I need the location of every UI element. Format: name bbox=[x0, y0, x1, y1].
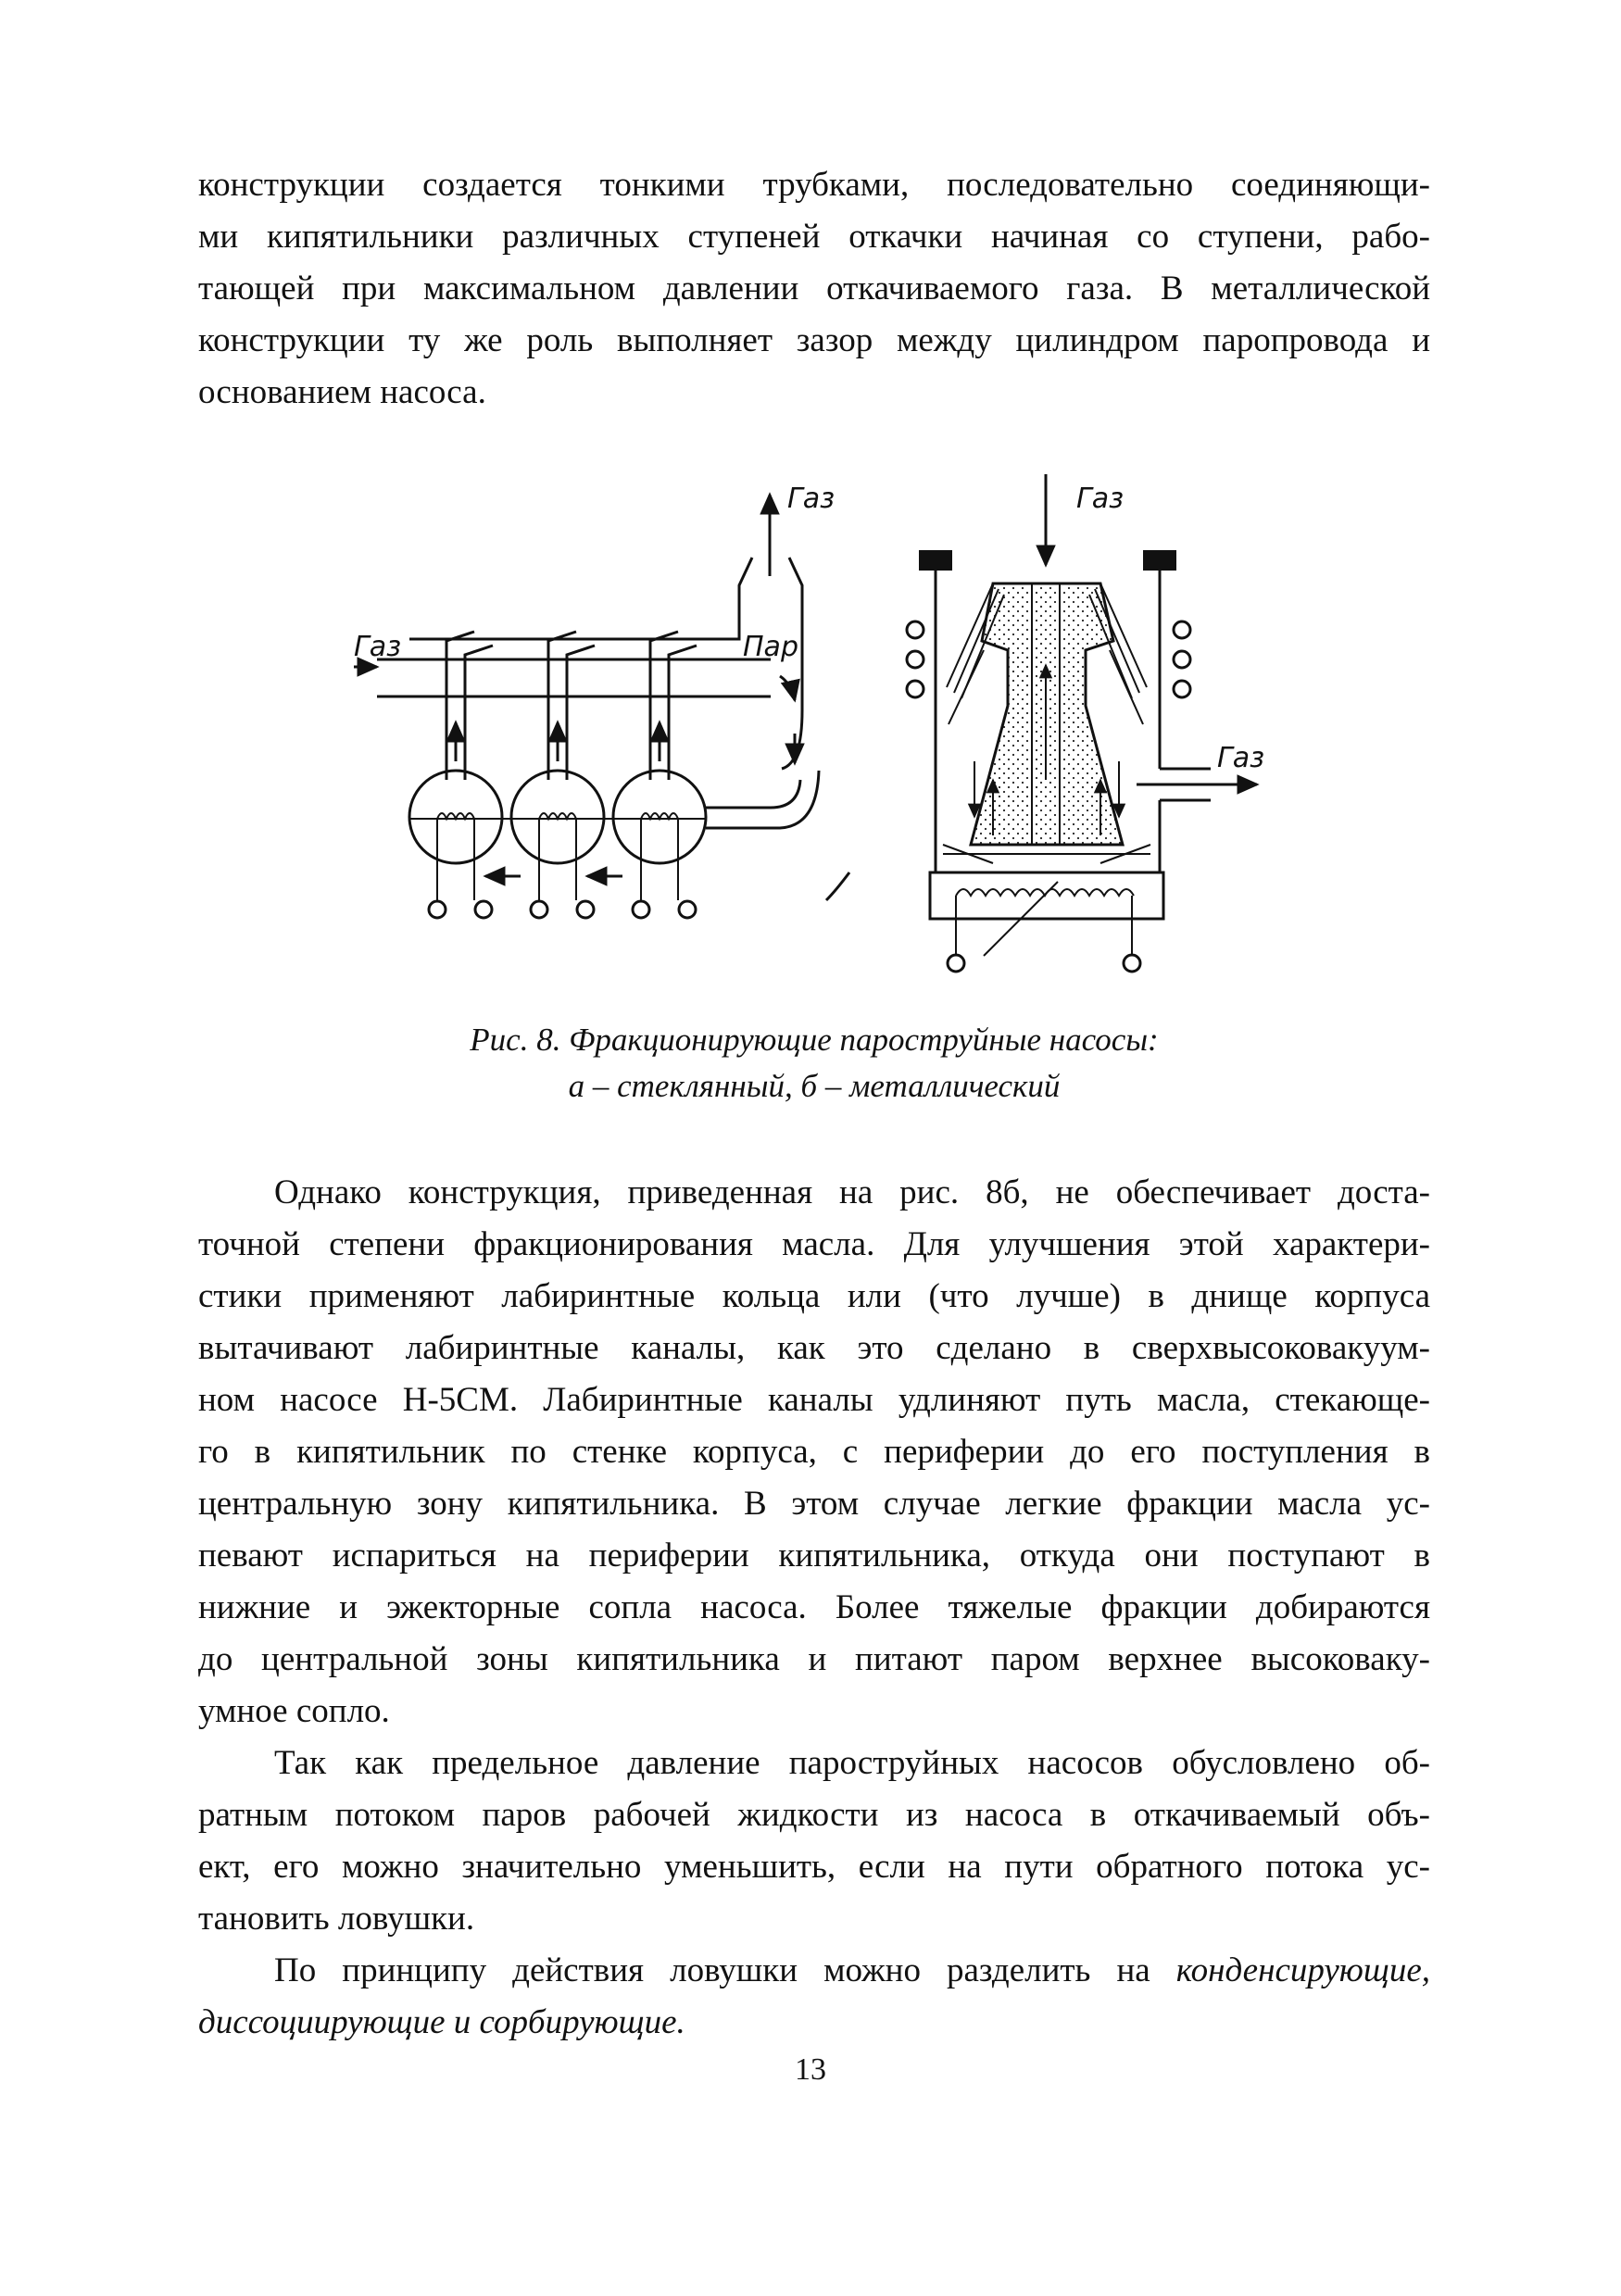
caption-line-1: Рис. 8. Фракционирующие пароструйные насосы: bbox=[470, 1022, 1159, 1058]
text-line: точной степени фракционирования масла. Для улучшения этой характери- bbox=[198, 1225, 1430, 1263]
paragraph-2 bbox=[198, 1167, 1430, 1738]
label-steam-a: Пар bbox=[743, 631, 798, 663]
text-line: нижние и эжекторные сопла насоса. Более тяжелые фракции добираются bbox=[198, 1588, 1430, 1626]
figure-caption bbox=[198, 1017, 1430, 1110]
text-line: тановить ловушки. bbox=[198, 1900, 475, 1938]
caption-line-2: а – стеклянный, б – металлический bbox=[568, 1068, 1061, 1104]
label-gas-outlet-a: Газ bbox=[787, 483, 836, 515]
text-line: центральную зону кипятильника. В этом случае легкие фракции масла ус- bbox=[198, 1485, 1430, 1523]
text-line: го в кипятильник по стенке корпуса, с периферии до его поступления в bbox=[198, 1433, 1430, 1471]
text-line: конструкции ту же роль выполняет зазор между цилиндром паропровода и bbox=[198, 321, 1430, 359]
paragraph-1 bbox=[198, 159, 1430, 419]
text-line: умное сопло. bbox=[198, 1692, 390, 1730]
label-gas-inlet-a: Газ bbox=[354, 631, 402, 663]
paragraph-3 bbox=[198, 1738, 1430, 1945]
text-plain: По принципу действия ловушки можно разделить на bbox=[274, 1951, 1176, 1989]
text-line: ект, его можно значительно уменьшить, если на пути обратного потока ус- bbox=[198, 1848, 1430, 1886]
text-line: Так как предельное давление пароструйных насосов обусловлено об- bbox=[274, 1744, 1430, 1782]
label-gas-outlet-b: Газ bbox=[1217, 742, 1265, 774]
text-line: основанием насоса. bbox=[198, 373, 486, 411]
text-emphasis: конденсирующие, bbox=[1175, 1951, 1430, 1989]
text-line: вытачивают лабиринтные каналы, как это сделано в сверхвысоковакуум- bbox=[198, 1329, 1430, 1367]
text-line: ми кипятильники различных ступеней откачки начиная со ступени, рабо- bbox=[198, 218, 1430, 256]
text-line: конструкции создается тонкими трубками, последовательно соединяющи- bbox=[198, 166, 1430, 204]
text-line: ратным потоком паров рабочей жидкости из насоса в откачиваемый объ- bbox=[198, 1796, 1430, 1834]
text-line: стики применяют лабиринтные кольца или (что лучше) в днище корпуса bbox=[198, 1277, 1430, 1315]
text-line: ном насосе Н-5СМ. Лабиринтные каналы удлиняют путь масла, стекающе- bbox=[198, 1381, 1430, 1419]
text-line bbox=[198, 1997, 1430, 2049]
page-number: 13 bbox=[795, 2052, 826, 2087]
diagram-b-metal-pump bbox=[907, 474, 1257, 972]
diagram-a-glass-pump bbox=[354, 495, 849, 918]
text-line: певают испариться на периферии кипятильника, откуда они поступают в bbox=[198, 1537, 1430, 1575]
text-emphasis: диссоциирующие и сорбирующие. bbox=[198, 2003, 685, 2041]
text-line: тающей при максимальном давлении откачиваемого газа. В металлической bbox=[198, 270, 1430, 307]
figure-8-pump-diagrams bbox=[345, 474, 1271, 974]
label-gas-inlet-b: Газ bbox=[1076, 483, 1125, 515]
text-line: Однако конструкция, приведенная на рис. 8б, не обеспечивает доста- bbox=[274, 1173, 1430, 1211]
paragraph-4 bbox=[198, 1945, 1430, 2049]
text-line: до центральной зоны кипятильника и питают паром верхнее высоковаку- bbox=[198, 1640, 1430, 1678]
text-line bbox=[198, 1945, 1430, 1997]
